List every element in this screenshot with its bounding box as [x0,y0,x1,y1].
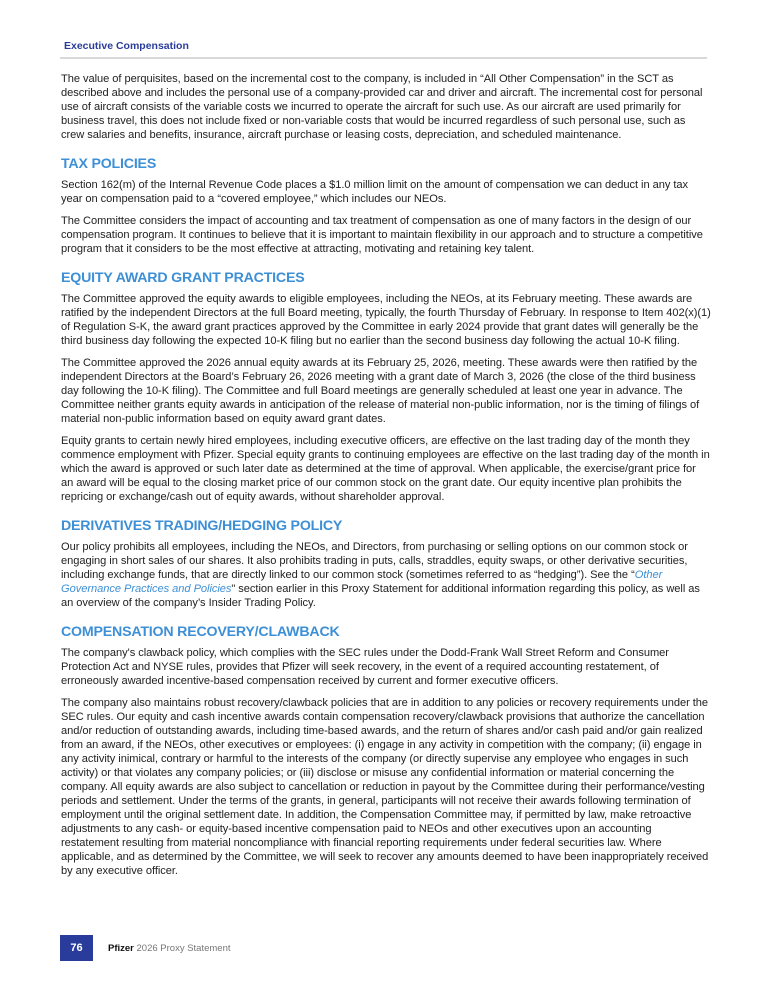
page-number: 76 [60,935,93,961]
equity-paragraph-3: Equity grants to certain newly hired employees, including executive officers, are effective on the last trading day of the month they commence employment with Pfizer. Special equity grants to continuing employees are effective on the last trading day of the month in which the award is approved or such later date as determined at the time of approval. When applicable, the exercise/grant price for an award will be equal to the closing market price of our common stock on the grant date. Our equity incentive plan prohibits the repricing or exchange/cash out of equity awards, without shareholder approval. [61,435,710,503]
page-content [61,72,711,886]
equity-award-section [61,270,711,504]
tax-policies-section [61,156,711,256]
equity-paragraph-1: The Committee approved the equity awards to eligible employees, including the NEOs, at its February meeting. These awards are ratified by the independent Directors at the full Board meeting, typically, the fourth Thursday of February. In response to Item 402(x)(1) of Regulation S-K, the award grant practices approved by the Committee in early 2024 provide that grant dates will generally be the third business day following the expected 10-K filing but no earlier than the second business day following the actual 10-K filing. [61,293,711,347]
footer-document-title [108,943,231,954]
derivatives-heading: DERIVATIVES TRADING/HEDGING POLICY [61,518,343,534]
footer-brand: Pfizer [108,942,134,954]
clawback-section [61,624,711,878]
equity-award-heading: EQUITY AWARD GRANT PRACTICES [61,270,305,286]
derivatives-text-after: " section earlier in this Proxy Statement for additional information regarding this policy, as well as an overview of the company’s Insider Trading Policy. [61,583,700,609]
clawback-heading: COMPENSATION RECOVERY/CLAWBACK [61,624,340,640]
tax-paragraph-2: The Committee considers the impact of accounting and tax treatment of compensation as one of many factors in the design of our compensation program. It continues to believe that it is important to maintain flexibility in our approach and to structure a competitive program that it considers to be the most effective at attracting, motivating and retaining key talent. [61,215,703,255]
clawback-paragraph-1: The company's clawback policy, which complies with the SEC rules under the Dodd-Frank Wall Street Reform and Consumer Protection Act and NYSE rules, provides that Pfizer will seek recovery, in the event of a required accounting restatement, of erroneously awarded incentive-based compensation received by current and former executive officers. [61,647,669,687]
governance-practices-link[interactable]: Other Governance Practices and Policies [61,569,663,595]
clawback-paragraph-2: The company also maintains robust recovery/clawback policies that are in addition to any policies or recovery requirements under the SEC rules. Our equity and cash incentive awards contain compensation recovery/clawback provisions that authorize the cancellation and/or reduction of outstanding awards, including time-based awards, and the return of shares and/or cash paid and/or gain realized from an award, if the NEOs, other executives or employees: (i) engage in any activity in competition with the company; (ii) engage in any activity inimical, contrary or harmful to the interests of the company (or directly supervise any employee who engages in such activity) or that violates any company policies; or (iii) disclose or misuse any confidential information or material concerning the company. All equity awards are also subject to cancellation or reduction in payout by the Committee during their performance/vesting periods and settlement. Under the terms of the grants, in general, participants will not receive their awards following termination of employment until the original settlement date. In addition, the Compensation Committee may, if permitted by law, make retroactive adjustments to any cash- or equity-based incentive compensation paid to NEOs and other executives upon an accounting restatement resulting from material noncompliance with financial reporting requirements under federal securities law. Where applicable, and as determined by the Committee, we will seek to recover any amounts deemed to have been inappropriately received by any executive officer. [61,697,709,877]
derivatives-paragraph [61,540,711,610]
footer-title-text: 2026 Proxy Statement [133,942,231,954]
derivatives-section [61,518,711,610]
derivatives-text-before: Our policy prohibits all employees, including the NEOs, and Directors, from purchasing or selling options on our common stock or engaging in short sales of our shares. It also prohibits trading in puts, calls, straddles, equity swaps, or other derivative securities, including exchange funds, that are directly linked to our common stock (sometimes referred to as “hedging”). See the “ [61,541,688,581]
perquisites-paragraph: The value of perquisites, based on the incremental cost to the company, is included in “All Other Compensation” in the SCT as described above and includes the personal use of a company-provided car and driver and aircraft. The incremental cost for personal use of aircraft consists of the variable costs we incurred to operate the aircraft for such use. As our aircraft are used primarily for business travel, this does not include fixed or non-variable costs that would be incurred regardless of such personal use, such as crew salaries and benefits, insurance, aircraft purchase or leasing costs, depreciation, and scheduled maintenance. [61,73,703,141]
tax-paragraph-1: Section 162(m) of the Internal Revenue Code places a $1.0 million limit on the amount of compensation we can deduct in any tax year on compensation paid to a “covered employee,” which includes our NEOs. [61,179,689,205]
header-divider [60,57,707,59]
equity-paragraph-2: The Committee approved the 2026 annual equity awards at its February 25, 2026, meeting. These awards were then ratified by the independent Directors at the Board’s February 26, 2026 meeting with a grant date of March 3, 2026 (the close of the third business day following the 10-K filing). The Committee and full Board meetings are generally scheduled at least one year in advance. The Committee neither grants equity awards in anticipation of the release of material non-public information, nor is the timing of filings of material non-public information based on equity award grant dates. [61,357,700,425]
tax-policies-heading: TAX POLICIES [61,156,157,172]
running-header: Executive Compensation [64,40,189,52]
page-footer [60,935,231,961]
